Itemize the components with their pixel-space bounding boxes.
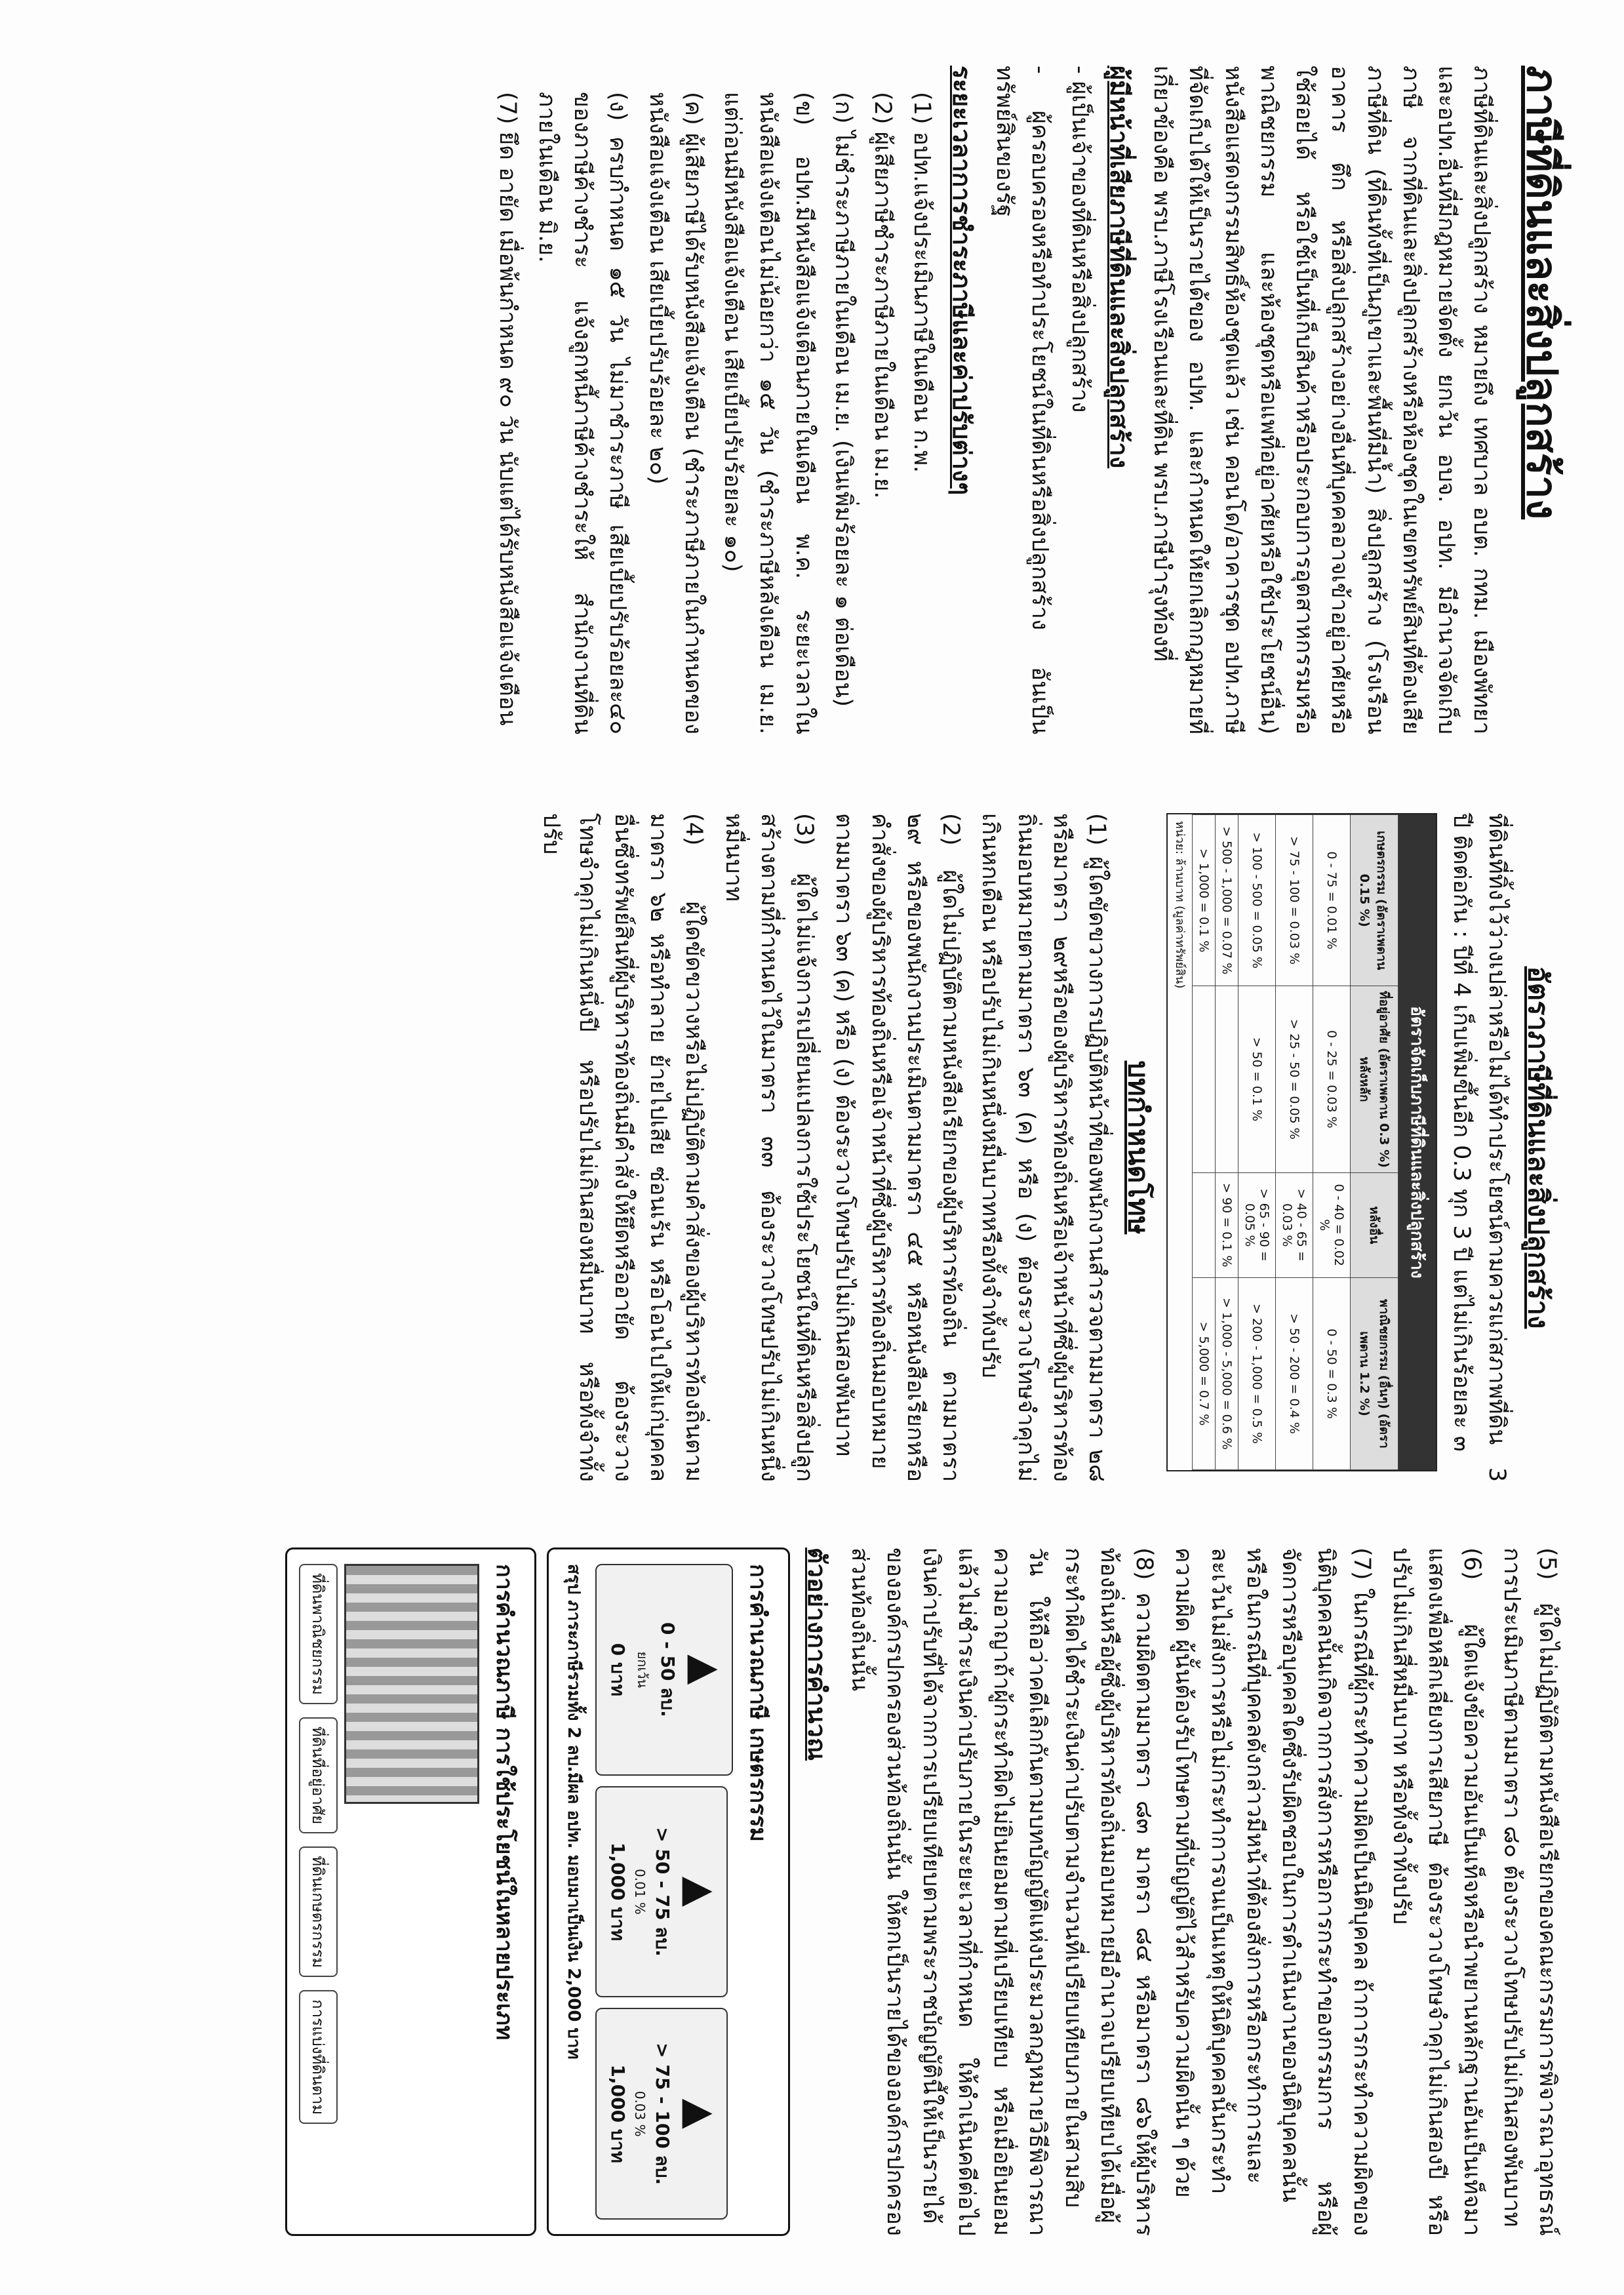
rate-table-title: อัตราจัดเก็บภาษีที่ดินและสิ่งปลูกสร้าง: [1398, 814, 1436, 1470]
rate-table-cell: > 75 - 100 = 0.03 %: [1275, 815, 1313, 986]
land-use-split: การแบ่งที่ดินตาม: [299, 1990, 338, 2124]
penalty-item-5: (5) ผู้ใดไม่ปฏิบัติตามหนังสือเรียกของคณะกรรมการพิจารณาอุทธรณ์การประเมินภาษีตามมาตรา ๘๐ ต้องระวางโทษปรับไม่เกินสองพันบาท: [1498, 1547, 1560, 2236]
intro-paragraph: ภาษีที่ดินและสิ่งปลูกสร้าง หมายถึง เทศบาล อบต. กทม. เมืองพัทยา และอปท.อื่นที่มีกฎหมายจัดตั้ง ยกเว้น อบจ. อปท. มีอำนาจจัดเก็บภาษี จากที่ดินและสิ่งปลูกสร้างหรือห้องชุดในเขตทรัพย์สินที่ต้องเสียภาษีที่ดิน (ที่ดินทั้งที่เป็นภูเขาและพื้นที่มีน้ำ) สิ่งปลูกสร้าง (โรงเรือน อาคาร ตึก หรือสิ่งปลูกสร้างอย่างอื่นที่บุคคลอาจเข้าอยู่อาศัยหรือใช้สอยได้ หรือใช้เป็นที่เก็บสินค้าหรือประกอบการอุตสาหกรรมหรือพาณิชยกรรม และห้องชุดหรือแพที่อยู่อาศัยหรือใช้ประโยชน์อื่น) หนังสือแสดงกรรมสิทธิ์ห้องชุดแล้ว เช่น คอนโด/อาคารชุด อปท.ภาษีที่จัดเก็บได้ให้เป็นรายได้ของ อปท. และกำหนดให้ยกเลิกกฎหมายที่เกี่ยวข้องคือ พรบ.ภาษีโรงเรือนและที่ดิน พรบ.ภาษีบำรุงท้องที่: [1149, 66, 1495, 734]
rate-table-cell: 0 - 50 = 0.3 %: [1313, 1278, 1350, 1470]
panel-tax-rate-penalty: [64, 787, 1565, 1508]
example-mixed-use-infographic: [285, 1547, 536, 2236]
penalty-item-6: (6) ผู้ใดแจ้งข้อความอันเป็นเท็จหรือนำพยานหลักฐานอันเป็นเท็จมาแสดงเพื่อหลีกเลี่ยงการเสียภาษี ต้องระวางโทษจำคุกไม่เกินสองปี หรือปรับไม่เกินสี่หมื่นบาท หรือทั้งจำทั้งปรับ: [1388, 1547, 1486, 2236]
rate-table-cell: > 25 - 50 = 0.05 %: [1275, 986, 1313, 1172]
rate-table-cell: > 100 - 500 = 0.05 %: [1238, 815, 1275, 986]
panel-tax-overview: [64, 39, 1565, 761]
penalty-item-1: (1) ผู้ใดขัดขวางการปฏิบัติหน้าที่ของพนักงานสำรวจตามมาตรา ๒๘ หรือมาตรา ๒๙หรือของผู้บริหารท้องถิ่นหรือเจ้าหน้าที่ซึ่งผู้บริหารท้องถิ่นมอบหมายตามมาตรา ๖๓ (ค) หรือ (ง) ต้องระวางโทษจำคุกไม่เกินหกเดือน หรือปรับไม่เกินหนึ่งหมื่นบาทหรือทั้งจำทั้งปรับ: [977, 813, 1111, 1482]
period-item-4: (ข) อปท.มีหนังสือแจ้งเตือนภายในเดือน พ.ค. ระยะเวลาในหนังสือแจ้งเตือนไม่น้อยกว่า ๑๕ วัน (ชำระภาษีหลังเดือน เม.ย. แต่ก่อนมีหนังสือแจ้งเตือน เสียเบี้ยปรับร้อยละ ๑๐): [719, 92, 817, 734]
rate-table-cell: 0 - 40 = 0.02 %: [1313, 1172, 1350, 1277]
rate-table-cell: [1215, 986, 1238, 1172]
payer-item-occupier: - ผู้ครอบครองหรือทำประโยชน์ในที่ดินหรือสิ่งปลูกสร้าง อันเป็นทรัพย์สินของรัฐ: [991, 66, 1054, 734]
rate-table-cell: > 1,000 = 0.1 %: [1192, 815, 1215, 986]
rate-table-cell: 0 - 25 = 0.03 %: [1313, 986, 1350, 1172]
rate-table-cell: [1192, 986, 1215, 1172]
rate-col-commercial: พาณิชยกรรม (อื่นๆ) (อัตราเพดาน 1.2 %): [1350, 1278, 1398, 1470]
land-use-commercial: ที่ดินพาณิชยกรรม: [299, 1564, 338, 1704]
rate-table-row: [1215, 815, 1238, 1470]
example-step-amount: 1,000 บาท: [606, 1842, 629, 1942]
rate-table-cell: > 200 - 1,000 = 0.5 %: [1238, 1278, 1275, 1470]
period-item-7: (7) ยึด อายัด เมื่อพ้นกำหนด ๙๐ วัน นับแต่ได้รับหนังสือแจ้งเตือน: [494, 92, 521, 726]
rate-table-cell: 0 - 75 = 0.01 %: [1313, 815, 1350, 986]
example-step: [595, 1564, 733, 1776]
example-step: [595, 2008, 728, 2220]
heading-tax-payer: ผู้มีหน้าที่เสียภาษีที่ดินและสิ่งปลูกสร้าง: [1104, 66, 1134, 469]
rate-table-row: [1238, 815, 1275, 1470]
page-title: ภาษีที่ดินและสิ่งปลูกสร้าง: [1517, 66, 1566, 520]
example-mixed-use-title: การคำนวณภาษี การใช้ประโยชน์ในหลายประเภท: [490, 1564, 517, 2041]
rate-table-cell: > 50 - 200 = 0.4 %: [1275, 1278, 1313, 1470]
rate-table-note: หน่วย: ล้านบาท (มูลค่าทรัพย์สิน): [1172, 821, 1187, 989]
building-illustration: [344, 1564, 479, 1804]
land-use-categories: [299, 1564, 338, 2220]
penalty-item-2: (2) ผู้ใดไม่ปฏิบัติตามหนังสือเรียกของผู้บริหารท้องถิ่น ตามมาตรา ๒๙ หรือของพนักงานประเมินตามมาตรา ๔๕ หรือหนังสือเรียกหรือคำสั่งของผู้บริหารท้องถิ่นหรือเจ้าหน้าที่ซึ่งผู้บริหารท้องถิ่นมอบหมายตามมาตรา ๖๓ (ค) หรือ (ง) ต้องระวางโทษปรับไม่เกินสองพันบาท: [831, 813, 964, 1482]
period-item-3: (ก) ไม่ชำระภาษีภายในเดือน เม.ย. (เงินเพิ่มร้อยละ ๑ ต่อเดือน): [829, 92, 856, 707]
heading-penalty: บทกำหนดโทษ: [1122, 1060, 1155, 1235]
penalty-item-4: (4) ผู้ใดขัดขวางหรือไม่ปฏิบัติตามคำสั่งของผู้บริหารท้องถิ่นตามมาตรา ๖๒ หรือทำลาย ย้ายไปเสีย ซ่อนเร้น หรือโอนไปให้แก่บุคคลอื่นซึ่งทรัพย์สินที่ผู้บริหารท้องถิ่นมีคำสั่งให้ยึดหรืออายัด ต้องระวางโทษจำคุกไม่เกินหนึ่งปี หรือปรับไม่เกินสองหมื่นบาท หรือทั้งจำทั้งปรับ: [538, 813, 707, 1482]
rate-table-row: [1313, 815, 1350, 1470]
rate-col-residential: ที่อยู่อาศัย (อัตราเพดาน 0.3 %) หลังหลัก: [1350, 986, 1398, 1172]
example-agriculture-title: การคำนวณภาษี เกษตรกรรม: [744, 1564, 771, 1842]
heading-payment-period: ระยะเวลาการชำระภาษีและค่าปรับต่างๆ: [947, 66, 976, 496]
rate-col-agriculture: เกษตรกรรม (อัตราเพดาน 0.15 %): [1350, 815, 1398, 986]
example-step-amount: 0 บาท: [606, 1643, 629, 1696]
rate-table-box: [1166, 813, 1437, 1471]
heading-example: ตัวอย่างการคำนวณ: [802, 1547, 831, 1761]
example-agriculture-infographic: [547, 1547, 790, 2236]
example-step-rate: 0.01 %: [631, 1869, 648, 1915]
land-use-residential: ที่ดินที่อยู่อาศัย: [299, 1717, 338, 1833]
payer-list: [987, 66, 1098, 734]
period-item-6: (ง) ครบกำหนด ๑๕ วัน ไม่มาชำระภาษี เสียเบี้ยปรับร้อยละ๔๐ ของภาษีค้างชำระ แจ้งลูกหนี้ภาษีค้างชำระให้ สำนักงานที่ดินภายในเดือน มิ.ย.: [533, 92, 631, 734]
example-agriculture-steps: [595, 1564, 733, 2220]
rate-table-cell: > 5,000 = 0.7 %: [1192, 1278, 1215, 1470]
rate-col-residential-other: หลังอื่น: [1350, 1172, 1398, 1277]
example-step: [595, 1786, 728, 1998]
example-step-rate: ยกเว้น: [634, 1651, 650, 1688]
rate-table-cell: > 1,000 - 5,000 = 0.6 %: [1215, 1278, 1238, 1470]
rate-table-cell: > 40 - 65 = 0.03 %: [1275, 1172, 1313, 1277]
rate-table-cell: > 500 - 1,000 = 0.07 %: [1215, 815, 1238, 986]
penalty-item-7: (7) ในกรณีที่ผู้กระทำความผิดเป็นนิติบุคคล ถ้าการกระทำความผิดของนิติบุคคลนั้นเกิดจากการสั่งการหรือการกระทำของกรรมการ หรือผู้จัดการหรือบุคคลใดซึ่งรับผิดชอบในการดำเนินงานของนิติบุคคลนั้น หรือในกรณีที่บุคคลดังกล่าวมีหน้าที่ต้องสั่งการหรือกระทำการและละเว้นไม่สั่งการหรือไม่กระทำการจนเป็นเหตุให้นิติบุคคลนั้นกระทำความผิด ผู้นั้นต้องรับโทษตามที่บัญญัติไว้สำหรับความผิดนั้น ๆ ด้วย: [1170, 1547, 1375, 2236]
land-use-agriculture: ที่ดินเกษตรกรรม: [299, 1846, 338, 1977]
money-stack-icon: ▲: [677, 1876, 723, 1907]
payer-item-owner: - ผู้เป็นเจ้าของที่ดินหรือสิ่งปลูกสร้าง: [1066, 66, 1093, 413]
rate-table: [1192, 814, 1398, 1470]
example-step-amount: 1,000 บาท: [606, 2064, 629, 2163]
money-stack-icon: ▲: [677, 2098, 723, 2129]
period-item-5: (ค) ผู้เสียภาษีได้รับหนังสือแจ้งเตือน (ชำระภาษีภายในกำหนดของ หนังสือแจ้งเตือน เสียเบี้ยปรับร้อยละ ๒๐): [644, 92, 706, 734]
period-item-2: (2) ผู้เสียภาษีชำระภาษีภายในเดือน เม.ย.: [869, 92, 896, 499]
rate-table-cell: > 90 = 0.1 %: [1215, 1172, 1238, 1277]
money-stack-icon: ▲: [682, 1654, 728, 1685]
rate-paragraph: ที่ดินที่ทิ้งไว้ว่างเปล่าหรือไม่ได้ทำประโยชน์ตามควรแก่สภาพที่ดิน 3 ปี ติดต่อกัน : ปีที่ 4 เก็บเพิ่มขึ้นอีก 0.3 ทุก 3 ปี แต่ไม่เกินร้อยละ ๓: [1448, 813, 1511, 1482]
rate-table-row: [1275, 815, 1313, 1470]
example-step-range: > 50 - 75 ลบ.: [651, 1827, 673, 1957]
rate-table-body: [1192, 815, 1350, 1470]
rate-table-cell: [1192, 1172, 1215, 1277]
panel-penalty-examples: [64, 1521, 1565, 2262]
example-step-range: > 75 - 100 ลบ.: [651, 2043, 673, 2185]
heading-tax-rate: อัตราภาษีที่ดินและสิ่งปลูกสร้าง: [1522, 966, 1555, 1329]
rate-table-row: [1192, 815, 1215, 1470]
rate-table-cell: > 50 = 0.1 %: [1238, 986, 1275, 1172]
period-item-1: (1) อปท.แจ้งประเมินภาษีในเดือน ก.พ.: [909, 92, 936, 473]
example-step-rate: 0.03 %: [631, 2090, 648, 2137]
penalty-item-8: (8) ความผิดตามมาตรา ๘๓ มาตรา ๘๔ หรือมาตรา ๘๖ให้ผู้บริหารท้องถิ่นหรือผู้ซึ่งผู้บริหารท้องถิ่นมอบหมายมีอำนาจเปรียบเทียบได้เมื่อผู้กระทำผิดได้ชำระเงินค่าปรับตามจำนวนที่เปรียบเทียบภายในสามสิบวัน ให้ถือว่าคดีเลิกกันตามบทบัญญัติแห่งประมวลกฎหมายวิธีพิจารณาความอาญาถ้าผู้กระทำผิดไม่ยินยอมตามที่เปรียบเทียบ หรือเมื่อยินยอมแล้วไม่ชำระเงินค่าปรับภายในระยะเวลาที่กำหนด ให้ดำเนินคดีต่อไปเงินค่าปรับที่ได้จากการเปรียบเทียบตามพระราชบัญญัตินี้ให้เป็นรายได้ขององค์กรปกครองส่วนท้องถิ่นนั้น ให้ตกเป็นรายได้ขององค์กรปกครองส่วนท้องถิ่นนั้น: [846, 1547, 1158, 2236]
penalty-item-3: (3) ผู้ใดไม่แจ้งการเปลี่ยนแปลงการใช้ประโยชน์ในที่ดินหรือสิ่งปลูกสร้างตามที่กำหนดไว้ในมาตรา ๓๓ ต้องระวางโทษปรับไม่เกินหนึ่งหมื่นบาท: [720, 813, 818, 1482]
example-step-range: 0 - 50 ลบ.: [656, 1622, 679, 1717]
rate-table-cell: > 65 - 90 = 0.05 %: [1238, 1172, 1275, 1277]
example-agriculture-summary: สรุป ภาระภาษีรวมทั้ง 2 ลบ.มีผล อปท. มอบมาเป็นเงิน 2,000 บาท: [563, 1564, 584, 2060]
